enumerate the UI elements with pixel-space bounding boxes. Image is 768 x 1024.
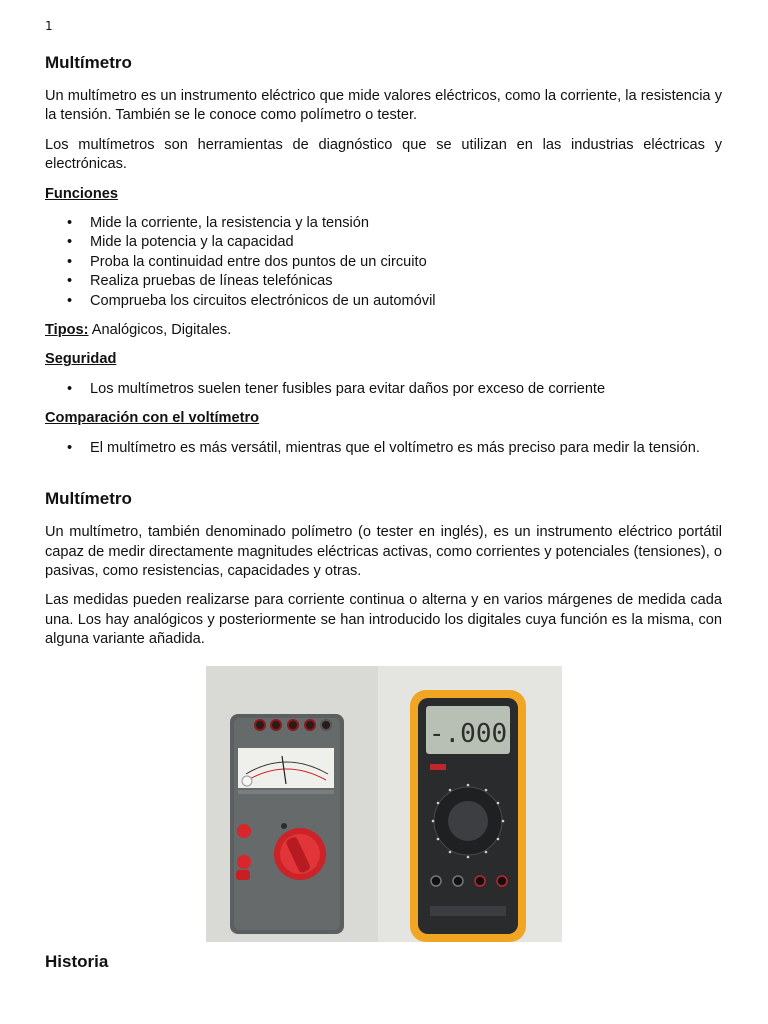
list-item: • Mide la potencia y la capacidad xyxy=(90,233,722,252)
funciones-list xyxy=(45,214,722,311)
section-title-multimetro-2: Multímetro xyxy=(45,489,132,509)
list-item: • Los multímetros suelen tener fusibles para evitar daños por exceso de corriente xyxy=(90,380,722,399)
document-body xyxy=(45,52,722,660)
tipos-label: Tipos: xyxy=(45,322,89,339)
paragraph: Los multímetros son herramientas de diagnóstico que se utilizan en las industrias eléctricas y electrónicas. xyxy=(45,136,722,173)
tipos-value: Analógicos, Digitales. xyxy=(88,322,232,339)
subheading-comparacion: Comparación con el voltímetro xyxy=(45,410,260,427)
digital-multimeter xyxy=(410,690,526,942)
subheading-seguridad: Seguridad xyxy=(45,351,117,368)
list-item: • El multímetro es más versátil, mientras que el voltímetro es más preciso para medir la tensión. xyxy=(90,439,722,458)
section-title-multimetro-1: Multímetro xyxy=(45,53,132,72)
subheading-funciones: Funciones xyxy=(45,185,118,202)
multimeters-photo xyxy=(206,666,562,942)
page-number: 1 xyxy=(45,19,53,33)
tipos-line xyxy=(45,321,722,340)
list-item: • Mide la corriente, la resistencia y la tensión xyxy=(90,214,722,233)
paragraph: Un multímetro es un instrumento eléctrico que mide valores eléctricos, como la corriente, la resistencia y la tensión. También se le conoce como polímetro o tester. xyxy=(45,88,722,124)
lcd-reading: -.000 xyxy=(428,719,508,749)
list-item: • Proba la continuidad entre dos puntos de un circuito xyxy=(90,253,722,272)
list-item: • Realiza pruebas de líneas telefónicas xyxy=(90,272,722,291)
list-item: • Comprueba los circuitos electrónicos de un automóvil xyxy=(90,292,722,311)
paragraph: Las medidas pueden realizarse para corriente continua o alterna y en varios márgenes de medida cada una. Los hay analógicos y posteriormente se han introducido los digitales cuya función es la misma, con alguna variante añadida. xyxy=(45,592,722,648)
section-title-historia: Historia xyxy=(45,952,109,971)
comparacion-list xyxy=(45,439,722,458)
analog-multimeter xyxy=(230,714,344,934)
seguridad-list xyxy=(45,380,722,399)
paragraph: Un multímetro, también denominado polímetro (o tester en inglés), es un instrumento eléctrico portátil capaz de medir directamente magnitudes eléctricas activas, como corrientes y potenciales (tensiones), o pasivas, como resistencias, capacidades y otras. xyxy=(45,524,722,579)
